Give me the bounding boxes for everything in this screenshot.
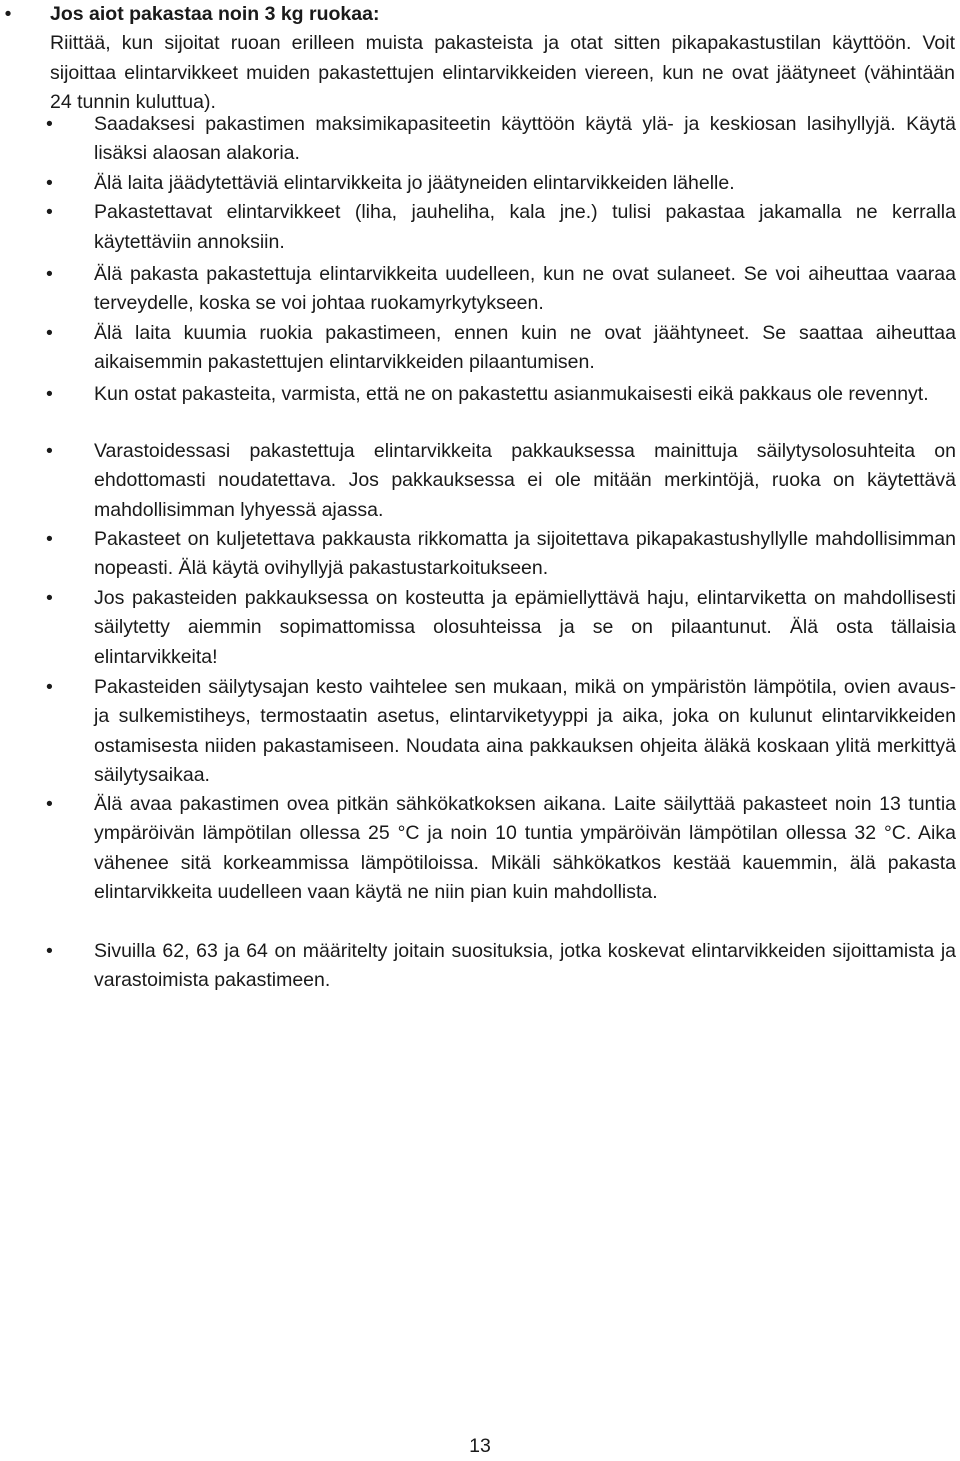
sub-bullet-list-compact <box>0 110 960 257</box>
list-item-text: Pakasteiden säilytysajan kesto vaihtelee sen mukaan, mikä on ympäristön lämpötila, ovien avaus- ja sulkemistiheys, termostaatin asetus, elintarviketyyppi ja aika, joka on kulunut elintarvikkeiden ostamisesta niiden pakastamiseen. Noudata aina pakkauksen ohjeita äläkä koskaan ylitä merkittyä säilytysaikaa. <box>94 676 956 787</box>
list-item-text: Pakasteet on kuljetettava pakkausta rikkomatta ja sijoitettava pikapakastushyllylle mahdollisimman nopeasti. Älä käytä ovihyllyjä pakastustarkoitukseen. <box>94 528 956 580</box>
list-item <box>46 260 956 319</box>
bullet-marker: • <box>46 201 53 224</box>
page-number: 13 <box>469 1435 491 1457</box>
bullet-marker: • <box>46 793 53 815</box>
list-item-text: Jos pakasteiden pakkauksessa on kosteutta ja epämiellyttävä haju, elintarviketta on mahdollisesti säilytetty aiemmin sopimattomissa olosuhteissa ja se on pilaantunut. Älä osta tällaisia elintarvikkeita! <box>94 587 956 668</box>
list-item <box>46 525 956 584</box>
list-item-text: Älä laita kuumia ruokia pakastimeen, ennen kuin ne ovat jäähtyneet. Se saattaa aiheuttaa aikaisemmin pakastettujen elintarvikkeiden pilaantumisen. <box>94 322 956 374</box>
list-item <box>46 110 956 169</box>
section-heading: Jos aiot pakastaa noin 3 kg ruokaa: <box>50 3 380 25</box>
bullet-marker: • <box>46 587 53 609</box>
list-item <box>46 937 956 996</box>
list-item-text: Saadaksesi pakastimen maksimikapasiteetin käyttöön käytä ylä- ja keskiosan lasihyllyjä. Käytä lisäksi alaosan alakoria. <box>94 113 956 165</box>
top-bullet-item <box>0 0 960 118</box>
list-item-text: Älä pakasta pakastettuja elintarvikkeita uudelleen, kun ne ovat sulaneet. Se voi aiheuttaa vaaraa terveydelle, koska se voi johtaa ruokamyrkytykseen. <box>94 263 956 315</box>
bullet-marker: • <box>46 383 53 405</box>
intro-paragraph: Riittää, kun sijoitat ruoan erilleen muista pakasteista ja otat sitten pikapakastustilan käyttöön. Voit sijoittaa elintarvikkeet muiden pakastettujen elintarvikkeiden viereen, kun ne ovat jäätyneet (vähintään 24 tunnin kuluttua). <box>50 32 955 114</box>
bullet-marker: • <box>46 113 53 135</box>
list-item <box>46 198 956 257</box>
list-item <box>46 380 956 409</box>
bullet-marker: • <box>46 263 53 285</box>
list-item <box>46 319 956 378</box>
bullet-marker: • <box>46 940 53 962</box>
list-item <box>46 584 956 672</box>
bullet-marker: • <box>46 322 53 344</box>
list-item-text: Kun ostat pakasteita, varmista, että ne on pakastettu asianmukaisesti eikä pakkaus ole revennyt. <box>94 383 929 405</box>
list-item <box>46 790 956 908</box>
bullet-marker: • <box>46 171 53 194</box>
list-item-text: Sivuilla 62, 63 ja 64 on määritelty joitain suosituksia, jotka koskevat elintarvikkeiden sijoittamista ja varastoimista pakastimeen. <box>94 940 956 992</box>
bullet-marker: • <box>46 676 53 698</box>
bullet-marker: • <box>4 3 12 25</box>
list-item <box>46 437 956 525</box>
list-item-text: Pakastettavat elintarvikkeet (liha, jauheliha, kala jne.) tulisi pakastaa jakamalla ne kerralla käytettäviin annoksiin. <box>94 201 956 253</box>
list-item <box>46 673 956 791</box>
list-item-text: Älä avaa pakastimen ovea pitkän sähkökatkoksen aikana. Laite säilyttää pakasteet noin 13 tuntia ympäröivän lämpötilan ollessa 25 °C ja noin 10 tuntia ympäröivän lämpötilan ollessa 32 °C. Aika vähenee sitä korkeammissa lämpötiloissa. Mikäli sähkökatkos kestää kauemmin, älä pakasta elintarvikkeita uudelleen vaan käytä ne niin pian kuin mahdollista. <box>94 793 956 904</box>
list-item <box>46 169 956 198</box>
list-item-text: Älä laita jäädytettäviä elintarvikkeita jo jäätyneiden elintarvikkeiden lähelle. <box>94 171 735 194</box>
bullet-marker: • <box>46 528 53 550</box>
list-item-text: Varastoidessasi pakastettuja elintarvikkeita pakkauksessa mainittuja säilytysolosuhteita on ehdottomasti noudatettava. Jos pakkauksessa ei ole mitään merkintöjä, ruoka on käytettävä mahdollisimman lyhyessä ajassa. <box>94 440 956 521</box>
bullet-marker: • <box>46 440 53 462</box>
